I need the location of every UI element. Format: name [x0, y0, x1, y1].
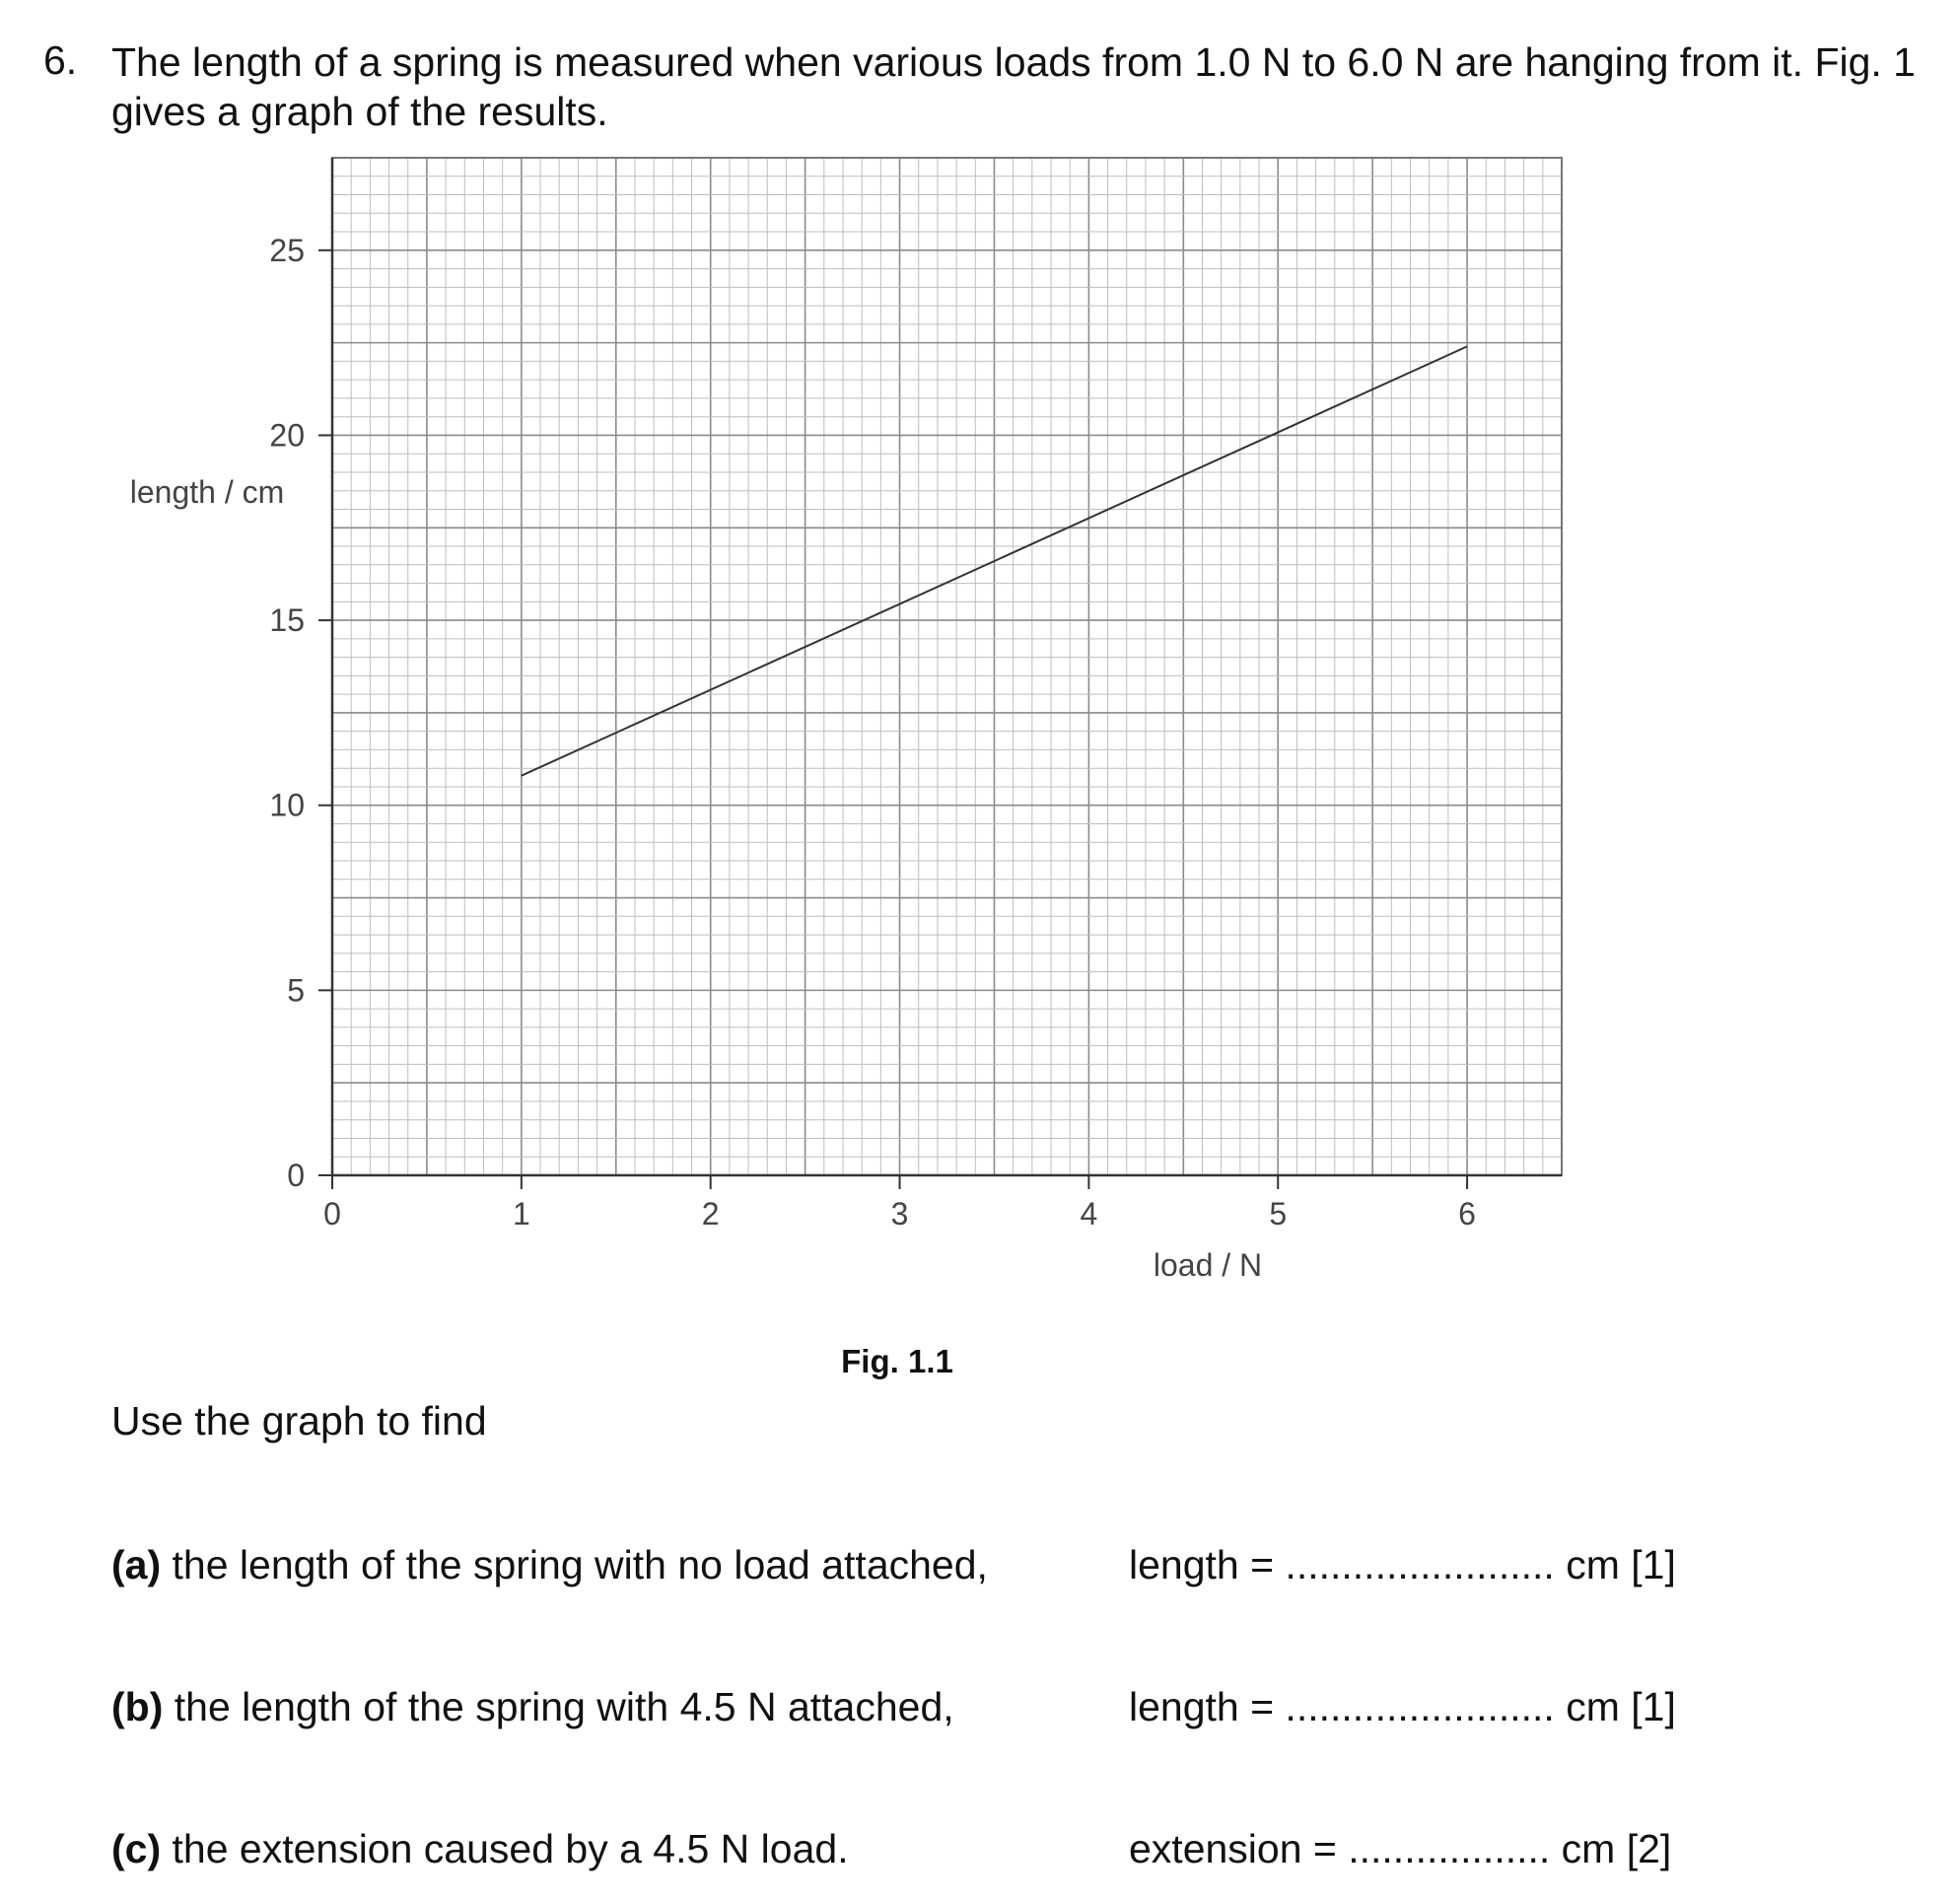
part-a-text: the length of the spring with no load attached,: [172, 1542, 988, 1587]
y-axis-label: length / cm: [129, 474, 285, 510]
x-axis-label: load / N: [1153, 1247, 1263, 1283]
y-tick-label: 5: [287, 972, 305, 1009]
y-tick-label: 20: [269, 417, 305, 454]
x-tick-label: 5: [1269, 1196, 1288, 1232]
part-c-answer-line[interactable]: extension = .................. cm [2]: [1129, 1826, 1672, 1871]
part-b-answer-line[interactable]: length = ........................ cm [1]: [1129, 1684, 1676, 1729]
y-tick-label: 0: [287, 1158, 305, 1193]
part-c-label: (c): [111, 1826, 162, 1871]
part-a-answer-line[interactable]: length = ........................ cm [1]: [1129, 1542, 1676, 1587]
part-b-label: (b): [111, 1684, 164, 1729]
question-number: 6.: [43, 37, 78, 83]
part-a-question: [111, 1542, 988, 1588]
x-tick-label: 3: [890, 1196, 909, 1232]
plot-frame: [332, 158, 1562, 1175]
x-tick-label: 2: [701, 1196, 720, 1232]
x-tick-label: 1: [512, 1196, 530, 1232]
part-b-text: the length of the spring with 4.5 N attached,: [174, 1684, 954, 1729]
part-c-question: [111, 1826, 849, 1872]
x-tick-label: 0: [323, 1196, 341, 1232]
y-tick-label: 10: [269, 787, 305, 823]
y-tick-label: 15: [269, 602, 305, 639]
instruction-text: Use the graph to find: [111, 1398, 487, 1443]
question-text: The length of a spring is measured when various loads from 1.0 N to 6.0 N are hanging from it. Fig. 1 gives a graph of the results.: [111, 39, 1916, 134]
part-b-question: [111, 1684, 954, 1730]
y-tick-label: 25: [269, 232, 305, 268]
part-a-label: (a): [111, 1542, 162, 1587]
figure-caption: Fig. 1.1: [841, 1343, 953, 1379]
part-c-text: the extension caused by a 4.5 N load.: [172, 1826, 849, 1871]
x-tick-label: 4: [1080, 1196, 1098, 1232]
x-tick-label: 6: [1458, 1196, 1476, 1232]
